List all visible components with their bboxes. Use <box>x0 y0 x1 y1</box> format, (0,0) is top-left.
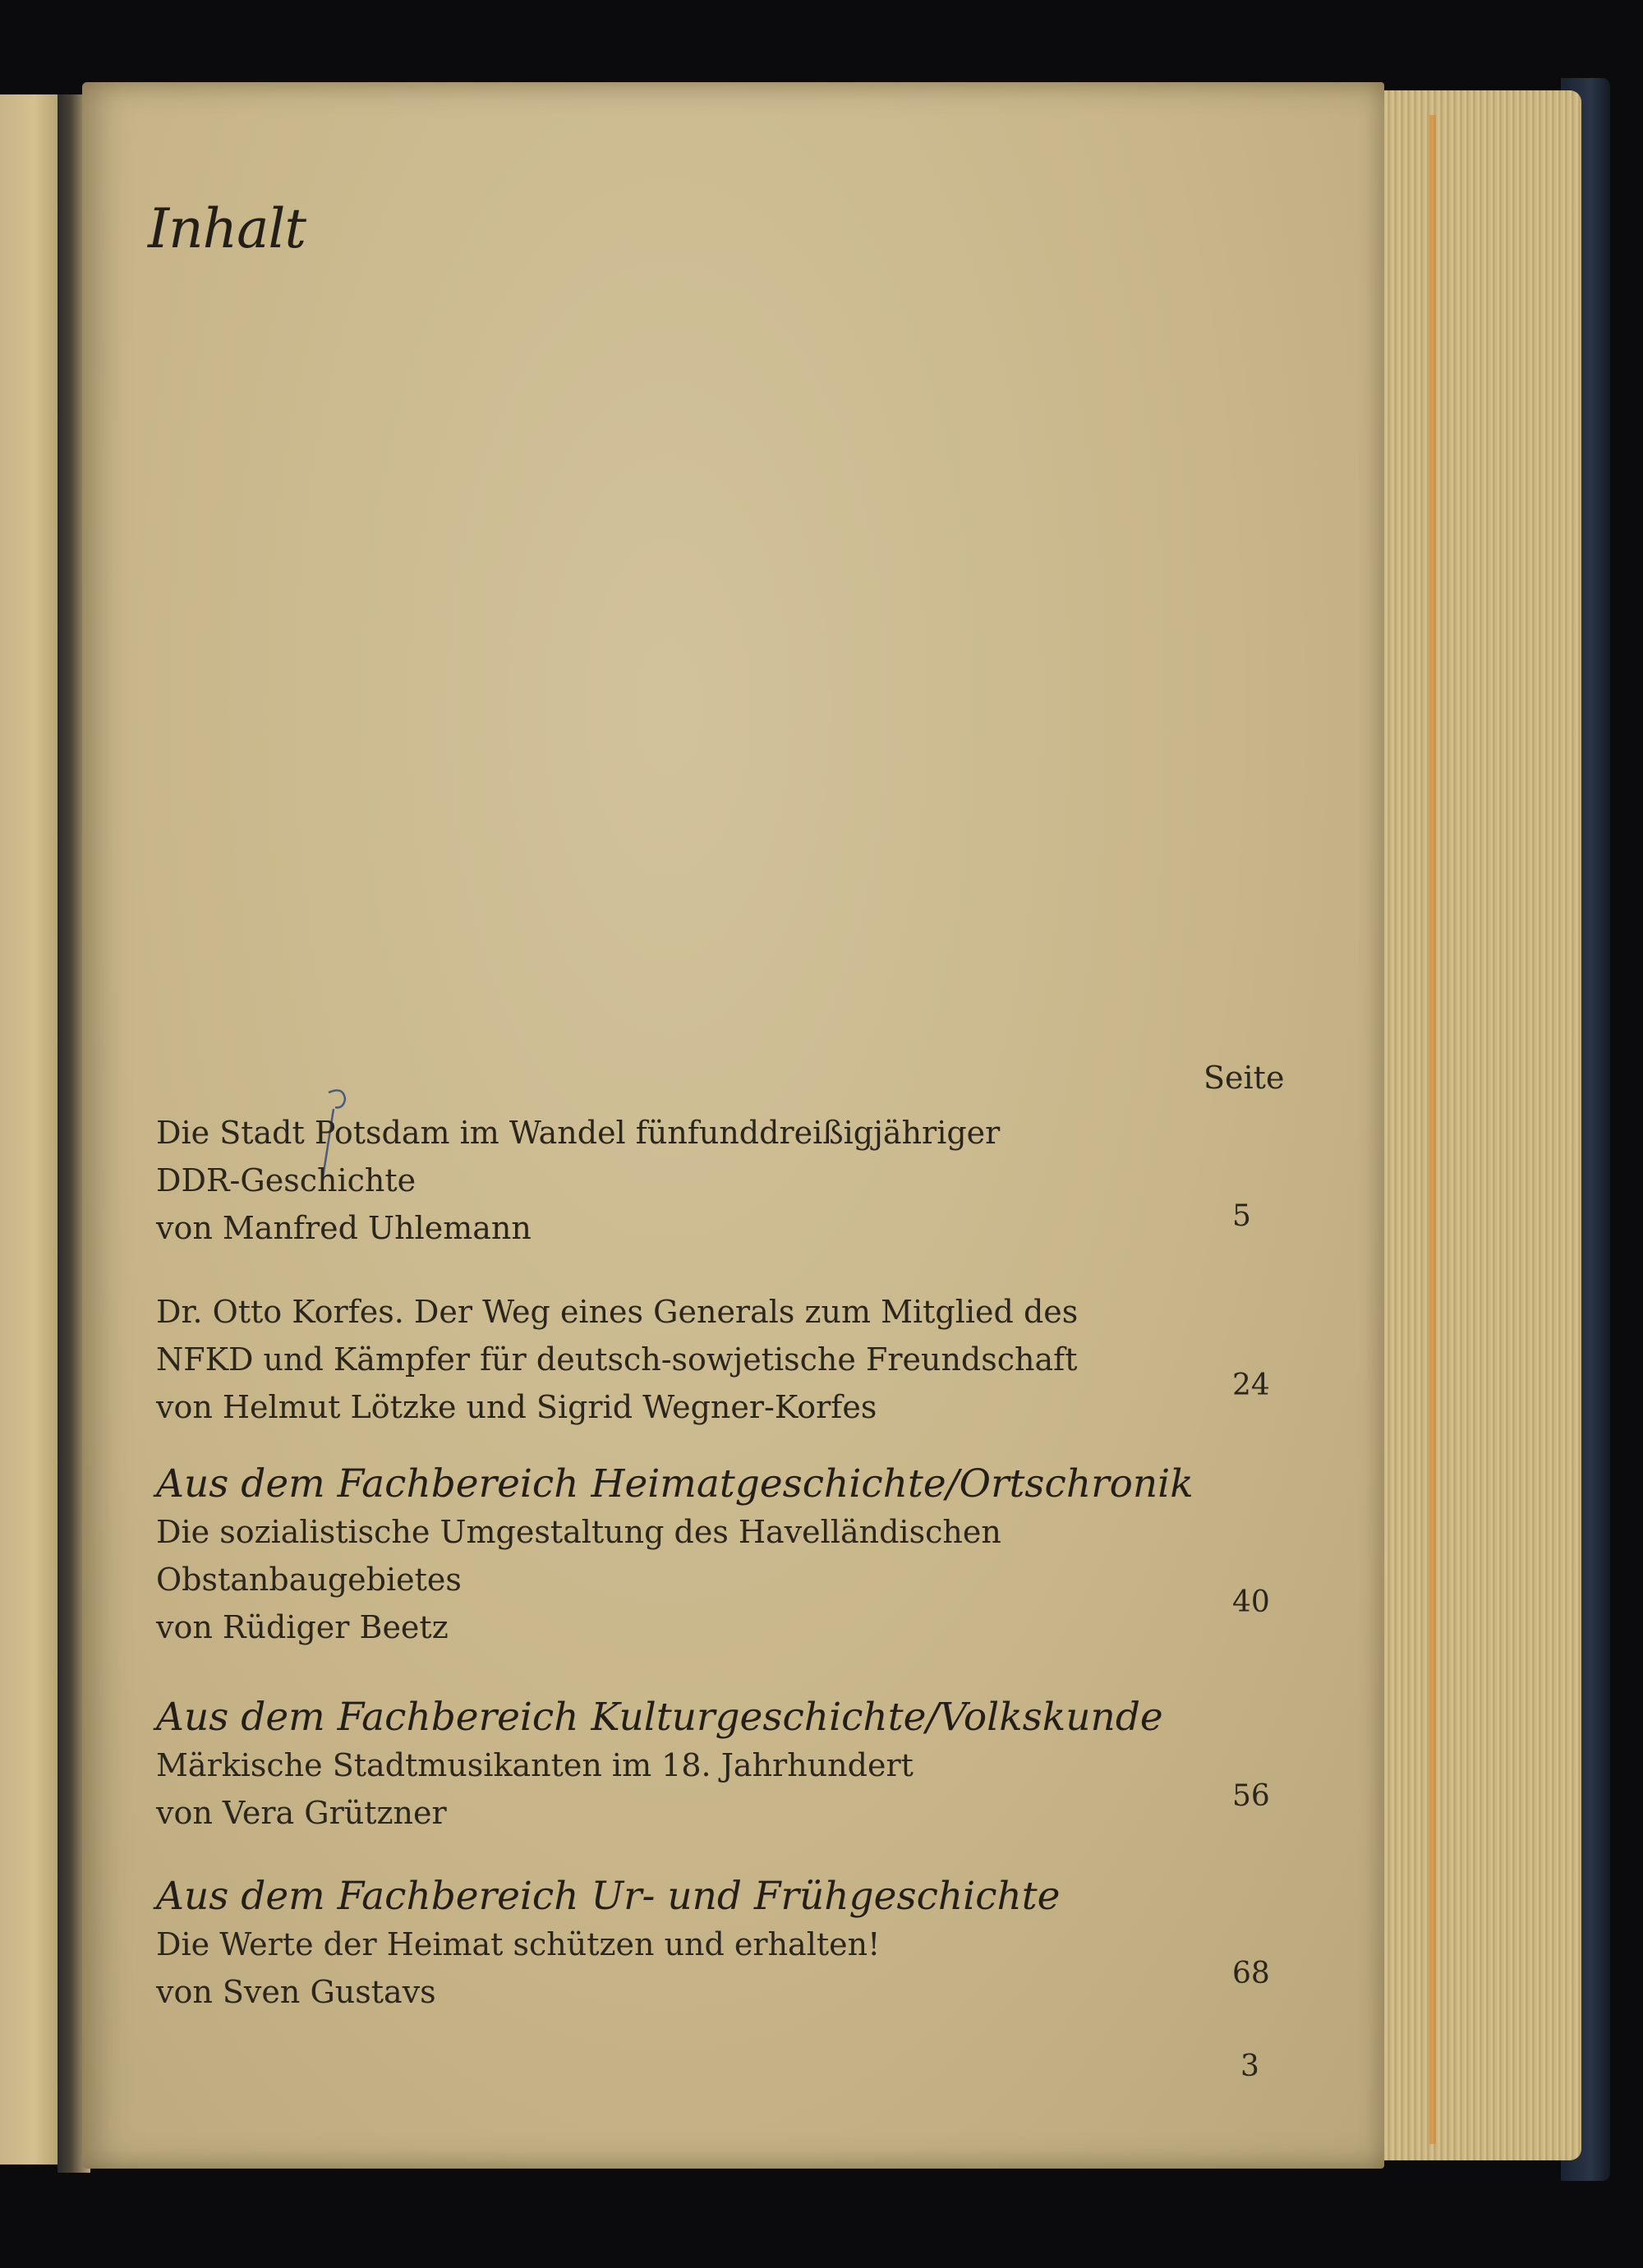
entry-title-line: Die Werte der Heimat schützen und erhalten! <box>156 1926 881 1962</box>
entry-title-line: NFKD und Kämpfer für deutsch-sowjetische Freundschaft <box>156 1341 1078 1378</box>
entry-author: von Manfred Uhlemann <box>156 1210 532 1246</box>
entry-title-line: Die Stadt Potsdam im Wandel fünfunddreißigjähriger <box>156 1115 1001 1151</box>
contents-page <box>82 82 1384 2169</box>
entry-page-number: 68 <box>1232 1957 1270 1990</box>
toc-entry <box>156 1461 1224 1651</box>
section-heading: Aus dem Fachbereich Kulturgeschichte/Volkskunde <box>156 1695 1163 1740</box>
entry-author: von Vera Grützner <box>156 1795 447 1831</box>
entry-author: von Sven Gustavs <box>156 1974 436 2010</box>
entry-page-number: 5 <box>1232 1199 1251 1233</box>
entry-author: von Helmut Lötzke und Sigrid Wegner-Korfes <box>156 1389 877 1425</box>
entry-page-number: 56 <box>1232 1779 1270 1813</box>
section-heading: Aus dem Fachbereich Heimatgeschichte/Ortschronik <box>156 1461 1194 1507</box>
entry-page-number: 40 <box>1232 1585 1270 1619</box>
toc-entry <box>156 1288 1224 1431</box>
page-column-label: Seite <box>1203 1060 1285 1096</box>
page-title: Inhalt <box>148 197 306 260</box>
entry-author: von Rüdiger Beetz <box>156 1609 449 1645</box>
entry-title-line: Märkische Stadtmusikanten im 18. Jahrhundert <box>156 1747 914 1783</box>
facing-page-edge <box>0 94 61 2164</box>
toc-entry <box>156 1873 1224 2016</box>
entry-title-line: Dr. Otto Korfes. Der Weg eines Generals zum Mitglied des <box>156 1294 1079 1330</box>
entry-page-number: 24 <box>1232 1369 1270 1402</box>
page-edge-color <box>1429 115 1436 2144</box>
page-block-edge <box>1384 90 1581 2160</box>
toc-entry <box>156 1694 1224 1837</box>
entry-title-line: Die sozialistische Umgestaltung des Havelländischen <box>156 1514 1001 1550</box>
page-folio-number: 3 <box>1240 2049 1259 2083</box>
entry-title-line: DDR-Geschichte <box>156 1162 417 1198</box>
section-heading: Aus dem Fachbereich Ur- und Frühgeschichte <box>156 1874 1061 1919</box>
toc-entry <box>156 1109 1224 1252</box>
entry-title-line: Obstanbaugebietes <box>156 1562 462 1598</box>
